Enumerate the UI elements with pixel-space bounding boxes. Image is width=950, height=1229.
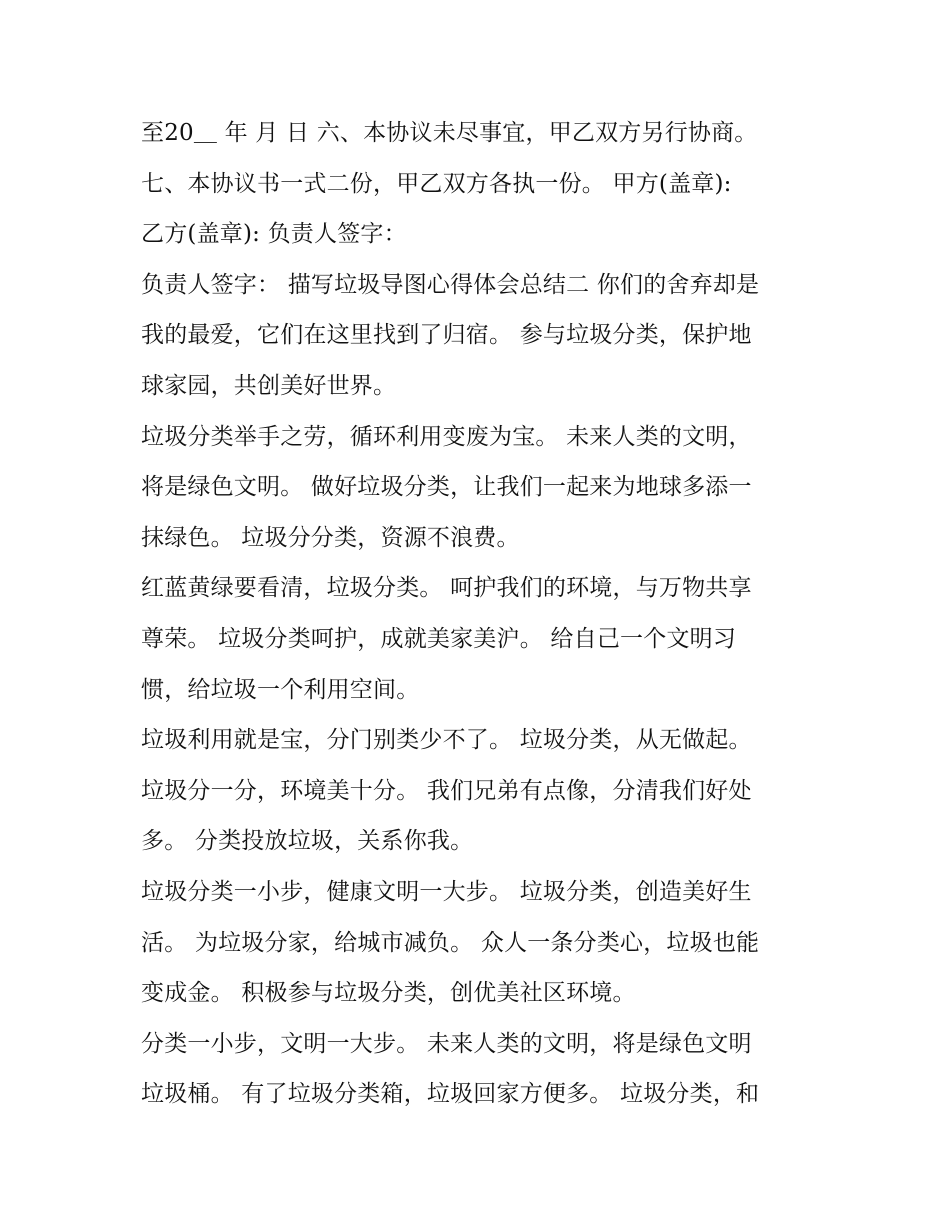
paragraph-signature-and-intro	[141, 260, 821, 412]
text-line: 负责人签字： 描写垃圾导图心得体会总结二 你们的舍弃却是	[141, 271, 760, 298]
text-line: 七、本协议书一式二份，甲乙双方各执一份。 甲方(盖章):	[141, 170, 732, 197]
text-line: 活。 为垃圾分家，给城市减负。 众人一条分类心，垃圾也能	[141, 929, 760, 956]
text-line: 多。 分类投放垃圾，关系你我。	[141, 828, 474, 855]
text-line: 将是绿色文明。 做好垃圾分类，让我们一起来为地球多添一	[141, 474, 752, 501]
text-line: 红蓝黄绿要看清，垃圾分类。 呵护我们的环境，与万物共享	[141, 575, 752, 602]
document-body	[141, 108, 821, 1120]
text-line: 抹绿色。 垃圾分分类，资源不浪费。	[141, 524, 520, 551]
paragraph-agreement-terms	[141, 108, 821, 260]
paragraph-slogans-5	[141, 1019, 821, 1120]
text-line: 垃圾桶。 有了垃圾分类箱，垃圾回家方便多。 垃圾分类，和	[141, 1081, 760, 1108]
paragraph-slogans-3	[141, 715, 821, 867]
text-line: 垃圾分类一小步，健康文明一大步。 垃圾分类，创造美好生	[141, 878, 752, 905]
text-line: 分类一小步，文明一大步。 未来人类的文明，将是绿色文明	[141, 1030, 752, 1057]
text-line: 垃圾分类举手之劳，循环利用变废为宝。 未来人类的文明，	[141, 423, 752, 450]
paragraph-slogans-2	[141, 563, 821, 715]
text-line: 变成金。 积极参与垃圾分类，创优美社区环境。	[141, 980, 636, 1007]
text-line: 垃圾分一分，环境美十分。 我们兄弟有点像，分清我们好处	[141, 777, 752, 804]
text-line: 乙方(盖章): 负责人签字：	[141, 221, 407, 248]
text-line: 垃圾利用就是宝，分门别类少不了。 垃圾分类，从无做起。	[141, 727, 752, 754]
paragraph-slogans-4	[141, 867, 821, 1019]
text-line: 我的最爱，它们在这里找到了归宿。 参与垃圾分类，保护地	[141, 322, 752, 349]
text-line: 至20＿ 年 月 日 六、本协议未尽事宜，甲乙双方另行协商。	[141, 120, 758, 146]
paragraph-slogans-1	[141, 412, 821, 564]
text-line: 惯，给垃圾一个利用空间。	[141, 676, 420, 703]
text-line: 球家园，共创美好世界。	[141, 372, 397, 399]
text-line: 尊荣。 垃圾分类呵护，成就美家美沪。 给自己一个文明习	[141, 625, 737, 652]
